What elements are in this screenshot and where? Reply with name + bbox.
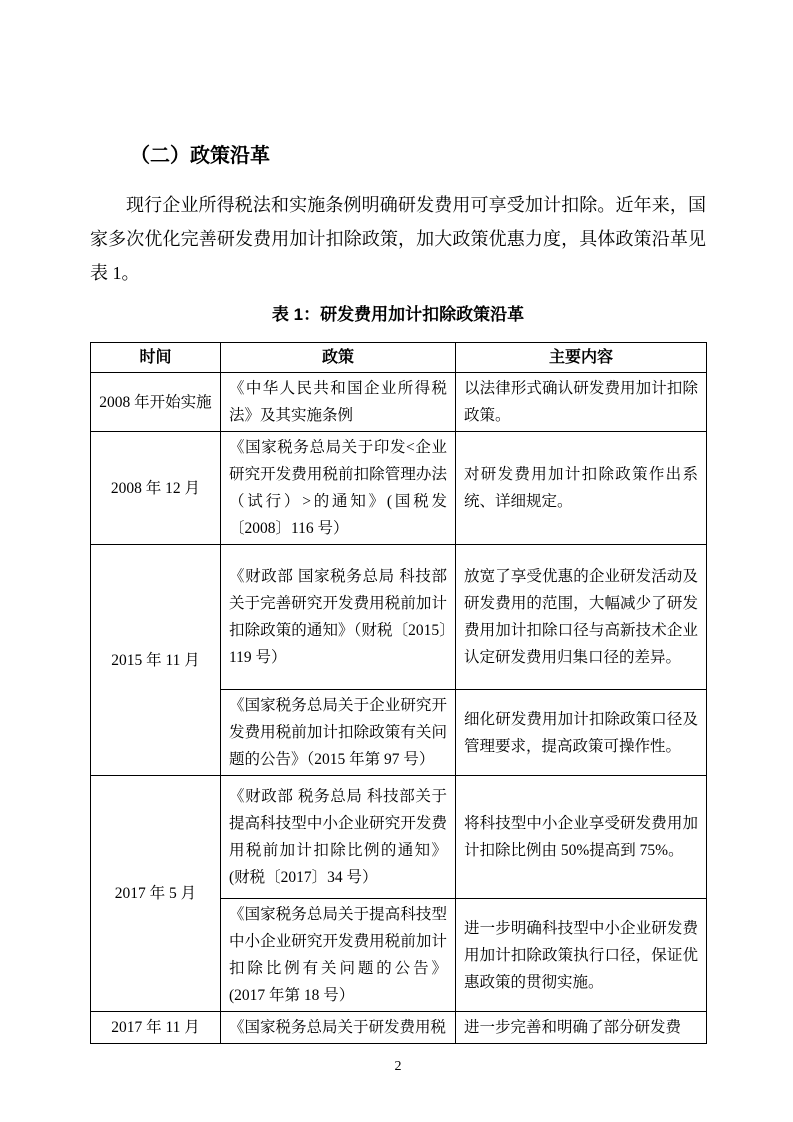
- cell-content: 进一步明确科技型中小企业研发费用加计扣除政策执行口径，保证优惠政策的贯彻实施。: [456, 899, 707, 1012]
- cell-policy: 《国家税务总局关于提高科技型中小企业研究开发费用税前加计扣除比例有关问题的公告》(2017 年第 18 号）: [221, 899, 456, 1012]
- cell-content: 对研发费用加计扣除政策作出系统、详细规定。: [456, 432, 707, 545]
- body-paragraph: 现行企业所得税法和实施条例明确研发费用可享受加计扣除。近年来，国家多次优化完善研发费用加计扣除政策，加大政策优惠力度，具体政策沿革见表 1。: [90, 195, 706, 283]
- table-header-row: [91, 343, 707, 373]
- cell-policy: 《财政部 税务总局 科技部关于提高科技型中小企业研究开发费用税前加计扣除比例的通知》(财税〔2017〕34 号）: [221, 776, 456, 899]
- table-title: 表 1：研发费用加计扣除政策沿革: [271, 305, 525, 324]
- header-cell-policy: 政策: [221, 343, 456, 373]
- cell-policy: 《国家税务总局关于研发费用税: [221, 1012, 456, 1044]
- cell-time: 2008 年 12 月: [91, 432, 221, 545]
- cell-content: 将科技型中小企业享受研发费用加计扣除比例由 50%提高到 75%。: [456, 776, 707, 899]
- cell-policy: 《中华人民共和国企业所得税法》及其实施条例: [221, 373, 456, 432]
- header-cell-content: 主要内容: [456, 343, 707, 373]
- cell-time: 2008 年开始实施: [91, 373, 221, 432]
- cell-policy: 《财政部 国家税务总局 科技部关于完善研究开发费用税前加计扣除政策的通知》（财税〔2015〕119 号）: [221, 545, 456, 690]
- cell-time: 2017 年 11 月: [91, 1012, 221, 1044]
- cell-content: 进一步完善和明确了部分研发费: [456, 1012, 707, 1044]
- page-content: [90, 143, 706, 1075]
- table-row-2017-11-truncated: [91, 1012, 707, 1044]
- table-row-2015-11-a: [91, 545, 707, 690]
- cell-content: 放宽了享受优惠的企业研发活动及研发费用的范围，大幅减少了研发费用加计扣除口径与高新技术企业认定研发费用归集口径的差异。: [456, 545, 707, 690]
- table-row-2017-5-a: [91, 776, 707, 899]
- section-heading: （二）政策沿革: [130, 145, 270, 167]
- table-row-2008-start: [91, 373, 707, 432]
- cell-time: 2017 年 5 月: [91, 776, 221, 1012]
- policy-table: [90, 342, 707, 1044]
- page-number: 2: [394, 1059, 402, 1074]
- cell-content: 细化研发费用加计扣除政策口径及管理要求，提高政策可操作性。: [456, 690, 707, 776]
- cell-policy: 《国家税务总局关于企业研究开发费用税前加计扣除政策有关问题的公告》（2015 年第 97 号）: [221, 690, 456, 776]
- cell-time: 2015 年 11 月: [91, 545, 221, 776]
- cell-policy: 《国家税务总局关于印发<企业研究开发费用税前扣除管理办法（试行）>的通知》(国税发〔2008〕116 号）: [221, 432, 456, 545]
- header-cell-time: 时间: [91, 343, 221, 373]
- cell-content: 以法律形式确认研发费用加计扣除政策。: [456, 373, 707, 432]
- table-row-2008-12: [91, 432, 707, 545]
